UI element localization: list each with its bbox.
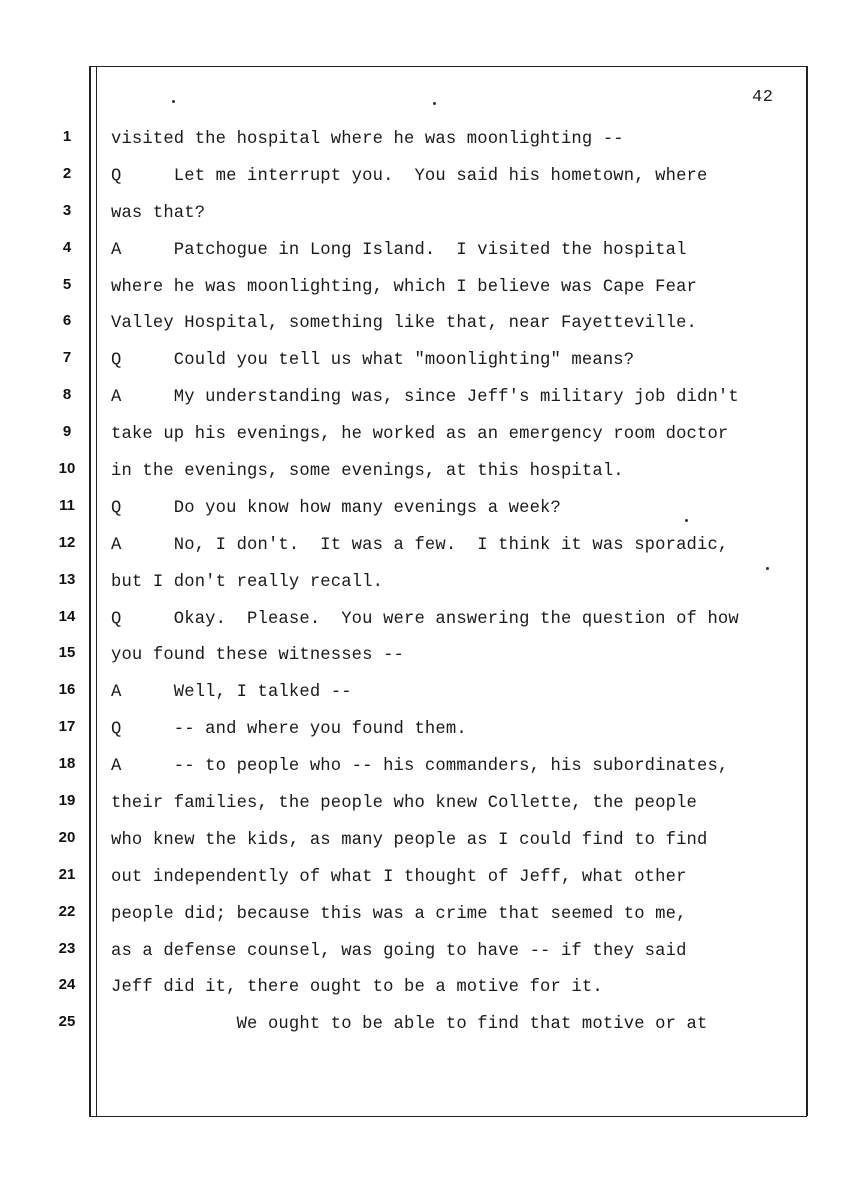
line-number: 3 [62,201,72,219]
line-number: 23 [58,939,76,957]
line-number: 1 [62,128,72,145]
line-number: 17 [58,718,76,736]
transcript-line [0,347,860,384]
line-number: 5 [62,275,72,293]
bottom-rule [89,1116,807,1117]
line-text: people did; because this was a crime that seemed to me, [111,904,687,924]
line-text: take up his evenings, he worked as an emergency room doctor [111,425,729,445]
transcript-line [0,827,860,864]
line-number: 7 [62,349,72,367]
line-number: 25 [58,1013,76,1031]
line-number: 18 [58,755,76,773]
line-text: Q Do you know how many evenings a week? [111,498,561,518]
transcript-line [0,716,860,753]
line-number: 8 [62,386,72,404]
transcript-line [0,569,860,606]
line-text: A No, I don't. It was a few. I think it was sporadic, [111,535,729,555]
line-text: A -- to people who -- his commanders, his subordinates, [111,757,729,777]
scan-speck [433,102,436,105]
transcript-line [0,679,860,716]
transcript-line [0,901,860,938]
transcript-line [0,495,860,532]
line-text: who knew the kids, as many people as I could find to find [111,830,708,850]
transcript-line [0,200,860,237]
line-number: 10 [58,460,76,478]
line-text: Q -- and where you found them. [111,720,467,740]
line-text: where he was moonlighting, which I believe was Cape Fear [111,277,697,297]
transcript-line [0,237,860,274]
line-number: 13 [58,570,76,588]
transcript-line [0,938,860,975]
transcript-line [0,1011,860,1048]
transcript-line [0,974,860,1011]
transcript-line [0,421,860,458]
line-text: you found these witnesses -- [111,646,404,666]
transcript-lines [0,126,860,1048]
line-text: Q Let me interrupt you. You said his hometown, where [111,166,708,186]
line-text: in the evenings, some evenings, at this hospital. [111,462,624,482]
line-number: 12 [58,533,76,551]
line-text: We ought to be able to find that motive or at [111,1015,708,1035]
line-text: visited the hospital where he was moonlighting -- [111,130,624,149]
line-number: 2 [62,164,72,182]
line-number: 11 [59,496,75,514]
transcript-line [0,532,860,569]
line-number: 14 [58,607,76,625]
line-text: A My understanding was, since Jeff's military job didn't [111,388,739,408]
line-number: 15 [58,644,76,662]
line-text: their families, the people who knew Collette, the people [111,794,697,814]
transcript-line [0,274,860,311]
line-number: 22 [58,902,76,920]
line-number: 24 [58,976,76,994]
line-number: 9 [62,423,72,441]
line-text: A Well, I talked -- [111,683,352,703]
line-number: 4 [62,238,72,256]
transcript-line [0,753,860,790]
line-number: 21 [58,865,76,883]
line-number: 6 [62,312,72,330]
scan-speck [172,100,175,103]
line-number: 19 [58,792,76,810]
line-text: A Patchogue in Long Island. I visited the hospital [111,240,687,260]
line-text: but I don't really recall. [111,572,384,592]
transcript-line [0,458,860,495]
transcript-line [0,126,860,163]
line-text: as a defense counsel, was going to have -- if they said [111,941,687,961]
top-rule [89,66,807,67]
line-text: Valley Hospital, something like that, near Fayetteville. [111,314,697,334]
line-text: out independently of what I thought of Jeff, what other [111,867,687,887]
line-number: 16 [58,681,76,699]
line-number: 20 [58,828,76,846]
transcript-line [0,606,860,643]
line-text: Jeff did it, there ought to be a motive for it. [111,978,603,998]
transcript-line [0,864,860,901]
line-text: Q Okay. Please. You were answering the question of how [111,609,739,629]
transcript-line [0,384,860,421]
page-number: 42 [752,88,774,107]
line-text: was that? [111,203,206,223]
transcript-line [0,790,860,827]
line-text: Q Could you tell us what "moonlighting" means? [111,351,635,371]
transcript-line [0,642,860,679]
transcript-line [0,310,860,347]
transcript-line [0,163,860,200]
